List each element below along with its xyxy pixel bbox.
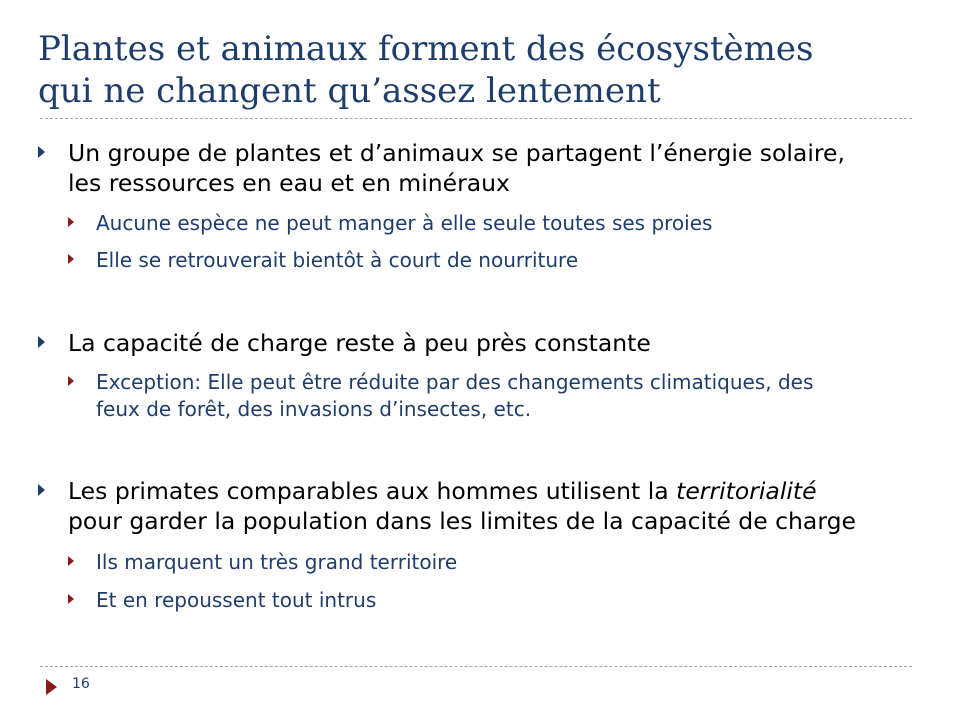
bullet-3-sub-1 xyxy=(68,549,457,576)
bullet-2-sub-1-line-2: feux de forêt, des invasions d’insectes, etc. xyxy=(96,397,532,421)
bullet-3-line-1-italic: territorialité xyxy=(676,477,817,505)
bullet-3 xyxy=(38,476,856,536)
slide-title-line-1: Plantes et animaux forment des écosystèmes xyxy=(38,29,814,69)
sub-bullet-arrow-icon xyxy=(68,254,74,264)
bullet-1-line-1: Un groupe de plantes et d’animaux se partagent l’énergie solaire, xyxy=(68,139,845,167)
sub-bullet-arrow-icon xyxy=(68,376,74,386)
bullet-3-sub-1-text: Ils marquent un très grand territoire xyxy=(96,550,458,574)
bullet-2-text: La capacité de charge reste à peu près constante xyxy=(68,329,651,357)
bullet-1-sub-2 xyxy=(68,247,578,274)
bullet-arrow-icon xyxy=(38,484,45,496)
bullet-arrow-icon xyxy=(38,336,45,348)
bullet-1-sub-1 xyxy=(68,210,712,237)
bullet-1 xyxy=(38,138,845,198)
bullet-2-sub-1 xyxy=(68,369,813,423)
bullet-3-sub-2-text: Et en repoussent tout intrus xyxy=(96,588,377,612)
bullet-3-line-2: pour garder la population dans les limites de la capacité de charge xyxy=(68,507,856,535)
bullet-1-sub-2-text: Elle se retrouverait bientôt à court de nourriture xyxy=(96,248,579,272)
sub-bullet-arrow-icon xyxy=(68,556,74,566)
bullet-2 xyxy=(38,328,651,358)
page-number: 16 xyxy=(72,676,90,692)
slide-title xyxy=(38,28,928,112)
footer-arrow-icon xyxy=(46,679,57,695)
bullet-1-line-2: les ressources en eau et en minéraux xyxy=(68,169,510,197)
bullet-3-line-1-plain: Les primates comparables aux hommes utilisent la xyxy=(68,477,677,505)
bullet-arrow-icon xyxy=(38,146,45,158)
sub-bullet-arrow-icon xyxy=(68,217,74,227)
bullet-1-text xyxy=(68,138,845,198)
bullet-1-sub-1-text: Aucune espèce ne peut manger à elle seule toutes ses proies xyxy=(96,211,713,235)
bullet-3-sub-2 xyxy=(68,587,376,614)
bullet-3-line-1 xyxy=(68,476,856,506)
footer-divider xyxy=(40,666,912,667)
bullet-3-text xyxy=(68,476,856,536)
bullet-2-sub-1-line-1: Exception: Elle peut être réduite par des changements climatiques, des xyxy=(96,370,814,394)
bullet-2-sub-1-text xyxy=(96,369,813,423)
sub-bullet-arrow-icon xyxy=(68,594,74,604)
title-divider xyxy=(40,118,912,119)
slide-title-line-2: qui ne changent qu’assez lentement xyxy=(38,71,661,111)
